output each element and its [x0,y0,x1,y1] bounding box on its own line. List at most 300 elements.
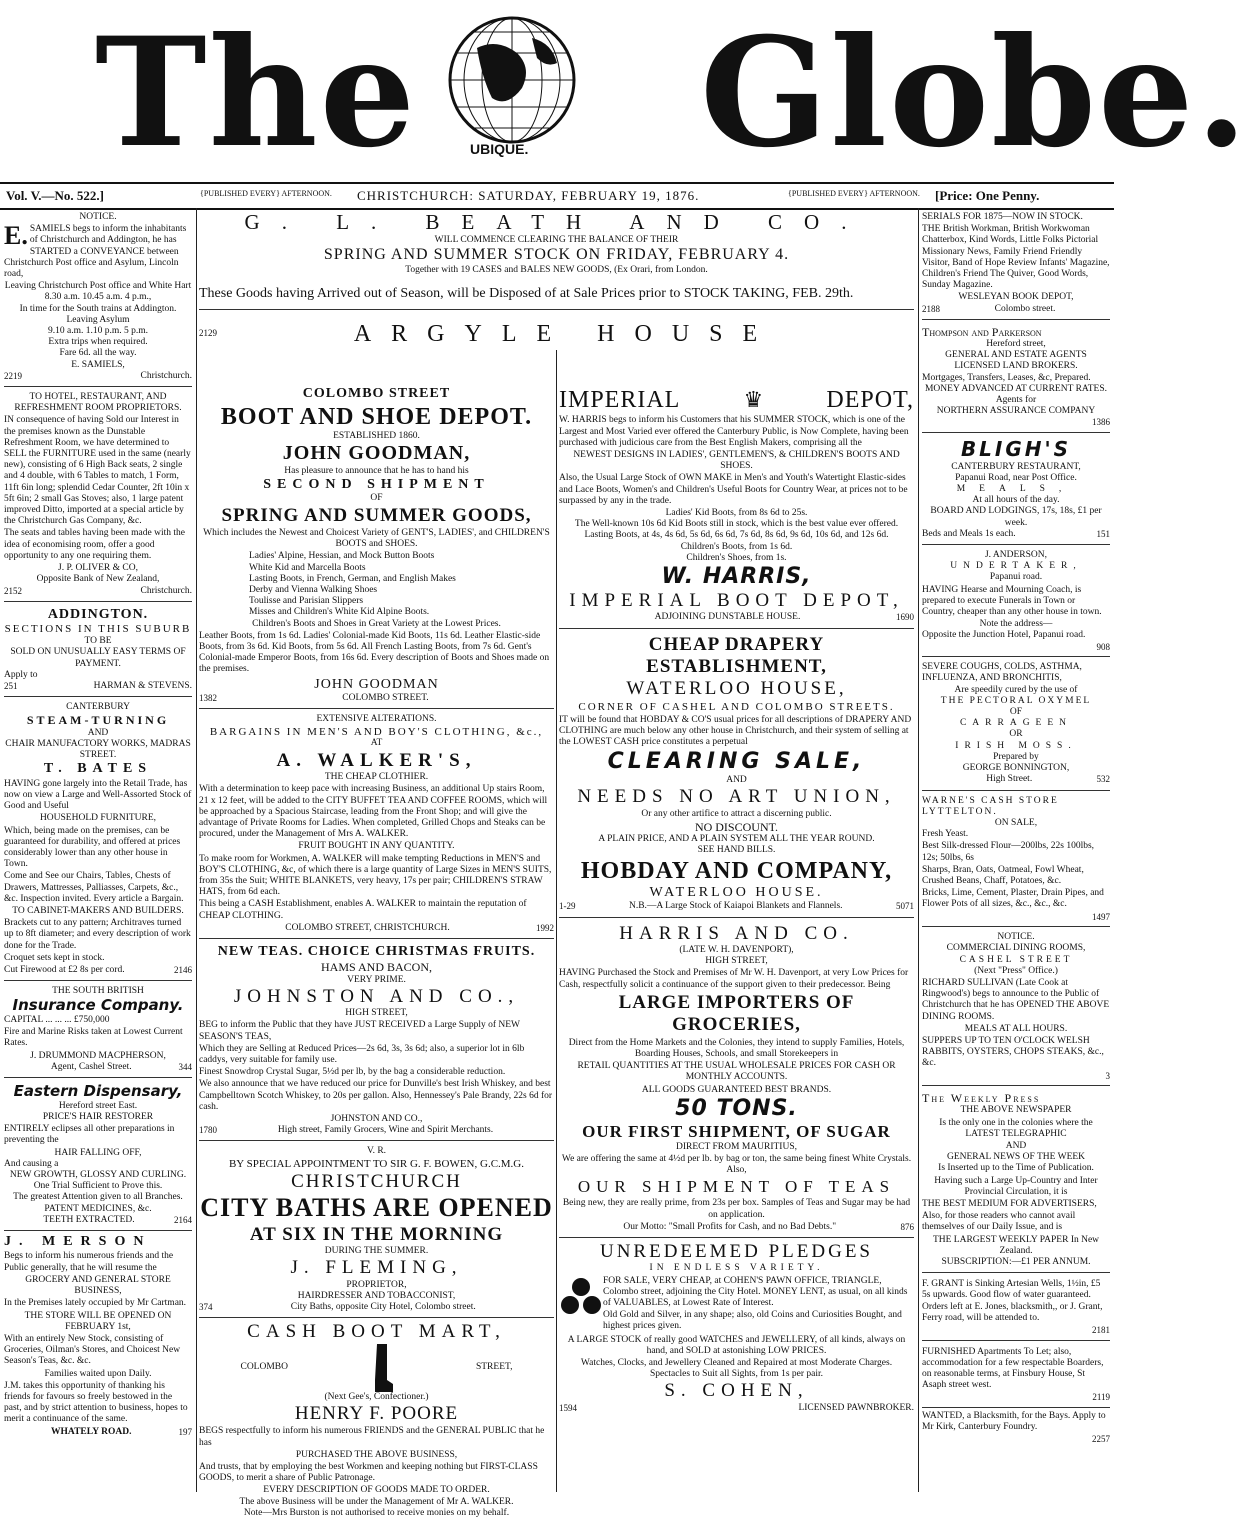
ad-text: Hereford street, [986,338,1046,349]
ad-text: Which includes the Newest and Choicest Variety of GENT'S, LADIES', and CHILDREN'S BOOTS and SHOES. [203,527,550,550]
ad-heading: WATERLOO HOUSE. [649,884,824,900]
ad-text: THE STORE WILL BE OPENED ON [24,1310,172,1321]
ad-number: 876 [900,1221,914,1232]
ad-text: High Street. [986,774,1033,785]
ad-text: Fire and Marine Risks taken at Lowest Current Rates. [4,1027,183,1049]
ad-walker [199,712,554,939]
ad-text: We are offering the same at 4½d per lb. by bag or ton, the same being finest White Crystals. Also, [561,1153,912,1176]
ad-number: 251 [4,681,18,691]
ad-number: 1386 [1092,417,1110,428]
ad-text: CORNER OF CASHEL AND COLOMBO STREETS. [578,700,895,713]
ad-heading: J. FLEMING, [290,1257,463,1279]
ad-text: (Next "Press" Office.) [974,965,1058,976]
ad-heading: HENRY F. POORE [294,1402,459,1424]
ad-text: SECTIONS IN THIS SUBURB [4,623,192,636]
ad-heading: ARGYLE HOUSE [353,320,778,347]
ad-text: COMMERCIAL DINING ROOMS, [946,943,1086,954]
ad-text: Agent, Cashel Street. [50,1061,132,1072]
ad-harris-boots [559,384,914,629]
ad-text: WESLEYAN BOOK DEPOT, [958,292,1074,303]
ad-text: (LATE W. H. DAVENPORT), [679,945,794,956]
ad-text: HIGH STREET, [345,1008,408,1019]
ad-text: THE SOUTH BRITISH [52,986,144,997]
ad-number: 2257 [1092,1434,1110,1445]
masthead-title-right: Globe. [700,5,1250,181]
ad-text: AND [1005,1140,1027,1151]
ad-poore [199,1321,554,1519]
ad-text: Old Gold and Silver, in any shape; also, old Coins and Curiosities Bought, and highest prices given. [603,1310,902,1332]
ad-text: (Next Gee's, Confectioner.) [324,1391,429,1402]
ad-text: City Baths, opposite City Hotel, Colombo street. [290,1302,476,1313]
ad-heading: SERIALS FOR 1875—NOW IN STOCK. [922,212,1083,222]
ad-text: AND [726,775,747,786]
ad-text: Is the only one in the colonies where the LATEST TELEGRAPHIC [939,1117,1093,1139]
ad-number: 1-29 [559,901,576,912]
ad-text: PRICE'S HAIR RESTORER [42,1111,154,1122]
ad-text: ENTIRELY eclipses all other preparations in preventing the [4,1124,175,1146]
ad-number: 5071 [895,901,914,912]
ad-heading: OUR FIRST SHIPMENT, OF SUGAR [582,1121,891,1141]
ad-text: N.B.—A Large Stock of Kaiapoi Blankets and Flannels. [628,901,843,912]
ad-text: Or any other artifice to attract a discerning public. [641,808,832,819]
ad-heading: JOHN GOODMAN, [282,442,471,465]
ad-text: 9.10 a.m. 1.10 p.m. 5 p.m. [47,326,148,337]
ad-text: MEALS AT ALL HOURS. [964,1023,1068,1034]
ad-text: IT will be found that HOBDAY & CO'S usual prices for all descriptions of DRAPERY AND CLOTHING are much below any other house in Christchurch, and their system of selling at the LOWEST CASH price constitutes a perpetual [559,714,912,748]
ad-text: With a determination to keep pace with increasing Business, an additional Up stairs Room, 21 x 12 feet, will be added to the CITY BUFFET TEA AND COFFEE ROOMS, which will be approached by a Spacious Staircase, leading from the Front Shop; and will give the advantage of Private Rooms for Ladies. When completed, Grilled Chops and Steaks can be procured, under the Management of Mrs A. WALKER. [199,784,548,840]
ad-text: HIGH STREET, [705,956,768,967]
ad-text: Finest Snowdrop Crystal Sugar, 5½d per lb, by the bag a considerable reduction. [199,1067,506,1078]
ad-text: 8.30 a.m. 10.45 a.m. 4 p.m., [44,292,152,303]
ad-text: WANTED, a Blacksmith, for the Bays. Apply to Mr Kirk, Canterbury Foundry. [922,1411,1106,1433]
ad-number: 197 [178,1426,192,1437]
ad-signature: HARMAN & STEVENS. [93,681,192,691]
ad-text: OR [1009,729,1023,740]
ad-bates [4,700,192,981]
ad-text: Colombo street. [994,303,1056,314]
ad-text: CHAIR MANUFACTORY WORKS, MADRAS STREET. [5,738,191,760]
ad-text: Watches, Clocks, and Jewellery Cleaned and Repaired at most Moderate Charges. [580,1358,893,1369]
ad-text: PROPRIETOR, [346,1279,407,1290]
ad-kirk [922,1411,1110,1445]
ad-text: SPRING AND SUMMER STOCK ON FRIDAY, FEBRUARY 4. [323,245,790,263]
ad-text: Also, the Usual Large Stock of OWN MAKE in Men's and Youth's Watertight Elastic-sides and Lace Boots, Women's and Children's Useful Boots for Country Wear, at prices not to be surpassed by any in the trade. [559,473,908,506]
ad-text: Fresh Yeast. [922,829,969,840]
ad-heading: TO HOTEL, RESTAURANT, AND REFRESHMENT ROOM PROPRIETORS. [14,392,182,414]
ad-text: THE PECTORAL OXYMEL [940,695,1092,706]
ad-number: 2164 [173,1214,192,1225]
ad-text: ADJOINING DUNSTABLE HOUSE. [654,612,801,623]
ad-text: Being new, they are really prime, from 23s per box. Samples of Teas and Sugar may be had on application. [562,1198,911,1220]
ad-text: RICHARD SULLIVAN (Late Cook at Ringwood's) begs to announce to the Public of Christchurch that he has OPENED THE ABOVE DINING ROOMS. [922,977,1110,1022]
ad-text: Croquet sets kept in stock. [4,952,105,963]
ad-text: EXTENSIVE ALTERATIONS. [316,714,437,725]
ad-text: Is Inserted up to the Time of Publication. [938,1163,1094,1174]
ad-heading: CHRISTCHURCH [291,1170,462,1192]
ad-text: THE BEST MEDIUM FOR ADVERTISERS, [922,1198,1097,1209]
ad-text: NORTHERN ASSURANCE COMPANY [936,406,1096,417]
ad-heading: CLEARING SALE, [607,749,866,775]
ad-text: Mortgages, Transfers, Leases, &c, Prepared. [922,372,1091,383]
ad-text: NO DISCOUNT. [694,820,779,835]
ad-signature: J. P. OLIVER & CO, [58,563,138,574]
ad-text: Direct from the Home Markets and the Colonies, they intend to supply Families, Hotels, Boarding Houses, Schools, and small Storekeepers in [568,1037,905,1059]
list-item: Derby and Vienna Walking Shoes [249,584,378,595]
ad-text: The above Business will be under the Management of Mr A. WALKER. [239,1496,514,1507]
ad-text: And trusts, that by employing the best Workmen and keeping nothing but FIRST-CLASS GOODS, to merit a share of Public Patronage. [199,1461,538,1484]
ad-text: Papanui Road, near Post Office. [955,472,1077,483]
ad-text: COLOMBO STREET, CHRISTCHURCH. [285,922,450,933]
ad-text: Which they are Selling at Reduced Prices—2s 6d, 3s, 3s 6d; also, a superior lot in 6lb caddys, very suitable for family use. [199,1043,525,1066]
ad-heading: NEEDS NO ART UNION, [577,786,896,808]
ad-text: SEE HAND BILLS. [697,845,776,856]
ad-heading: CITY BATHS ARE OPENED [200,1193,553,1223]
ad-heading: SECOND SHIPMENT [263,476,490,492]
ad-heading: DEPOT, [826,387,914,413]
ad-heading: NEW TEAS. CHOICE CHRISTMAS FRUITS. [217,943,536,959]
ad-text: Children's Boots and Shoes in Great Variety at the Lowest Prices. [252,618,501,629]
ad-text: Ladies' Kid Boots, from 8s 6d to 25s. [665,507,808,518]
ad-heading: 50 TONS. [675,1095,798,1121]
ad-text: And causing a [4,1158,59,1169]
ad-samiels [4,210,192,387]
ad-text: OF [370,493,383,504]
ad-text: Sharps, Bran, Oats, Oatmeal, Fowl Wheat, Crushed Beans, Chaff, Potatoes, &c. [922,864,1084,886]
ad-text: ON SALE, [994,817,1038,828]
ad-text: SUBSCRIPTION:—£1 PER ANNUM. [941,1256,1091,1267]
ad-signature: J. DRUMMOND MACPHERSON, [30,1050,166,1061]
ad-heading: BLIGH'S [960,437,1072,462]
ad-text: NEWEST DESIGNS IN LADIES', GENTLEMEN'S, & CHILDREN'S BOOTS AND SHOES. [573,449,900,472]
ad-text: Which, being made on the premises, can be guaranteed for durability, and offered at prices considerably lower than any other house in Town. [4,825,181,870]
ad-text: Beds and Meals 1s each. [922,528,1016,539]
ad-hobday [559,632,914,918]
list-item: Misses and Children's White Kid Alpine Boots. [249,607,430,618]
ad-number: 374 [199,1302,213,1313]
ad-text: BY SPECIAL APPOINTMENT TO SIR G. F. BOWEN, G.C.M.G. [228,1157,525,1170]
volume-number: Vol. V.—No. 522.] [6,188,105,203]
ad-text: J. ANDERSON, [984,550,1048,561]
pawnbroker-balls-icon [559,1275,603,1319]
ad-text: Opposite the Junction Hotel, Papanui road. [922,630,1086,641]
ad-text: OF [1009,707,1023,718]
ad-number: 908 [1096,641,1110,652]
ad-text: AT [370,738,383,749]
ad-heading: SEVERE COUGHS, COLDS, ASTHMA, INFLUENZA, AND BRONCHITIS, [922,662,1082,684]
list-item: Ladies' Alpine, Hessian, and Mock Button Boots [249,551,435,562]
ad-text: Having such a Large Up-Country and Inter Provincial Circulation, it is [934,1175,1098,1197]
ad-oliver [4,390,192,602]
dateline-bar [0,182,1114,210]
ad-text: Agents for [995,395,1037,405]
ad-heading: HOBDAY AND COMPANY, [580,857,893,884]
ad-text: COLOMBO STREET. [342,693,429,704]
ad-weekly-press [922,1089,1110,1273]
ad-text: Leather Boots, from 1s 6d. Ladies' Colonial-made Kid Boots, 11s 6d. Leather Elastic-side Boots, from 3s 6d. Kid Boots, from 5s 6d. All French Lasting Boots, from 7s 6d. Gent's Colonial-made Emperor Boots, from 16s 6d. Every description of Boots and Shoes made on the premises. [199,630,550,675]
ad-text: Children's Boots, from 1s 6d. [680,541,793,552]
ad-text: FRUIT BOUGHT IN ANY QUANTITY. [298,841,455,852]
ad-text: These Goods having Arrived out of Season, will be Disposed of at Sale Prices prior to STOCK TAKING, FEB. 29th. [199,286,914,310]
ad-text: FEBRUARY 1st, [65,1321,131,1332]
ad-text: TEETH EXTRACTED. [43,1214,135,1225]
ad-text: FURNISHED Apartments To Let; also, accommodation for a few respectable Boarders, on reasonable terms, at Finsbury House, St Asaph street west. [922,1346,1104,1391]
column-2 [199,384,554,1518]
ad-text: We also announce that we have reduced our price for Dunville's best Irish Whiskey, and best Campbelltown Scotch Whiskey, to 20s per gallon. Also, Hennessey's Pale Brandy, 22s 6d for cash. [199,1079,553,1112]
ad-text: GENERAL AND ESTATE AGENTS [945,350,1087,361]
ad-text: CANTERBURY [66,702,130,713]
ad-number: 151 [1096,528,1110,539]
ad-text: ESTABLISHED 1860. [333,430,420,441]
ad-grant [922,1276,1110,1340]
ad-text: ALL GOODS GUARANTEED BEST BRANDS. [641,1084,832,1095]
ad-text: BEGS respectfully to inform his numerous FRIENDS and the GENERAL PUBLIC that he has [199,1426,545,1448]
ad-cohen [559,1241,914,1414]
ad-heading: W. HARRIS, [661,563,812,589]
ad-heading: SPRING AND SUMMER GOODS, [221,504,532,526]
ad-text: Brackets cut to any pattern; Architraves turned up to 8ft diameter; and every description of work done for the Trade. [4,918,191,951]
ad-text: THE British Workman, British Workwoman Chatterbox, Kind Words, Little Folks Pictorial Missionary News, Family Friend Friendly Visitor, Band of Hope Review Infants' Magazine, Children's Friend The Quiver, Good Words, Sunday Magazine. [922,224,1110,291]
ad-heading: UNDERTAKER, [950,561,1082,572]
ad-text: THE CHEAP CLOTHIER. [324,772,429,783]
ad-text: HAVING Purchased the Stock and Premises of Mr W. H. Davenport, at very Low Prices for Cash, respectfully solicit a continuance of the support given to their predecessor. Being [559,968,909,990]
ad-text: STREET, [475,1362,513,1373]
ad-addington [4,605,192,698]
ad-heading: UNREDEEMED PLEDGES [599,1240,874,1262]
ad-text: Extra trips when required. [48,337,148,348]
ad-heading: WATERLOO HOUSE, [626,678,847,700]
ad-heading: Insurance Company. [12,996,184,1015]
ad-signature: E. SAMIELS, [71,359,125,370]
ad-text: CASHEL STREET [959,954,1073,965]
ad-text: In the Premises lately occupied by Mr Cartman. [4,1298,187,1309]
ad-text: GROCERY AND GENERAL STORE BUSINESS, [25,1274,171,1297]
ad-goodman [199,384,554,709]
ad-text: GENERAL NEWS OF THE WEEK [946,1152,1086,1163]
ad-text: SOLD ON UNUSUALLY EASY TERMS OF PAYMENT. [10,647,186,669]
ad-warne [922,794,1110,928]
ad-number: 1497 [1092,911,1110,922]
ad-text: WHATELY ROAD. [51,1426,132,1437]
column-4 [922,210,1110,1492]
ad-heading: HARRIS AND CO. [619,922,854,944]
ad-text: Christchurch. [140,370,192,381]
ad-heading: NOTICE. [997,932,1035,943]
ad-text: JOHNSTON AND CO., [330,1114,423,1125]
ad-anderson [922,548,1110,657]
ad-text: One Trial Sufficient to Prove this. [33,1181,163,1192]
boot-icon [371,1344,393,1392]
ad-text: A LARGE STOCK of really good WATCHES and JEWELLERY, of all kinds, always on hand, and SOLD at astonishing LOW PRICES. [567,1334,906,1356]
ad-number: 2219 [4,370,22,381]
ad-text: Cut Firewood at £2 8s per cord. [4,964,125,975]
ad-number: 2181 [1092,1325,1110,1335]
ad-number: 1382 [199,693,217,704]
ad-text: LICENSED LAND BROKERS. [954,361,1078,372]
ad-text: The greatest Attention given to all Branches. [13,1192,183,1203]
ad-heading: G. L. BEATH AND CO. [244,210,869,234]
ad-text: Best Silk-dressed Flour—200lbs, 22s 100lbs, 12s; 50lbs, 6s [922,841,1095,863]
ad-heading: The Weekly Press [922,1091,1041,1106]
column-1 [4,210,192,1492]
dateline: CHRISTCHURCH: SATURDAY, FEBRUARY 19, 1876. [357,188,700,203]
ad-text: BARGAINS IN MEN'S AND BOY'S CLOTHING, &c., [209,725,544,738]
ad-heading: J. MERSON [4,1233,152,1249]
column-3 [559,384,914,1492]
ad-text: Our Motto: "Small Profits for Cash, and no Bad Debts." [623,1221,837,1232]
ad-text: The Well-known 10s 6d Kid Boots still in stock, which is the best value ever offered. [574,519,899,530]
ad-eastern-dispensary [4,1081,192,1231]
ad-heading: STEAM-TURNING [26,713,170,728]
ad-number: 1992 [535,922,554,933]
ad-text: CANTERBURY RESTAURANT, [951,461,1081,472]
ad-text: Christchurch. [140,585,192,596]
ad-text: SUPPERS UP TO TEN O'CLOCK WELSH RABBITS, OYSTERS, CHOPS STEAKS, &c., &c. [922,1035,1104,1069]
ad-heading: Eastern Dispensary, [13,1082,183,1101]
globe-emblem [437,8,587,158]
ad-text: PATENT MEDICINES, &c. [44,1203,152,1214]
ad-text: RETAIL QUANTITIES AT THE USUAL WHOLESALE PRICES FOR CASH OR MONTHLY ACCOUNTS. [577,1061,896,1083]
ad-text: PURCHASED THE ABOVE BUSINESS, [295,1449,458,1460]
ad-text: HOUSEHOLD FURNITURE, [39,813,157,824]
ad-text: BOARD AND LODGINGS, 17s, 18s, £1 per week. [930,506,1102,528]
ad-text: TO BE [84,636,112,647]
ad-thompson [922,323,1110,433]
ad-heading: LARGE IMPORTERS OF GROCERIES, [618,991,855,1036]
masthead [0,0,1250,185]
ad-bonnington [922,660,1110,790]
ad-text: J.M. takes this opportunity of thanking his friends for favours so freely bestowed in the past, and by strict attention to business, hopes to merit a continuance of the same. [4,1380,188,1425]
ad-harris-co [559,921,914,1238]
ad-heading: CASH BOOT MART, [247,1321,506,1343]
ad-heading: WARNE'S CASH STORE LYTTELTON. [922,795,1059,817]
ad-text: High street, Family Grocers, Wine and Spirit Merchants. [277,1125,494,1136]
ad-text: HAVING Hearse and Mourning Coach, is prepared to execute Funerals in Town or Country, cheaper than any other house in town. [922,584,1102,618]
ad-text: IN ENDLESS VARIETY. [649,1263,824,1274]
ad-number: 2146 [174,964,192,975]
ad-fleming [199,1144,554,1318]
ad-text: HAVING gone largely into the Retail Trade, has now on view a Large and Well-Assorted Stock of Good and Useful [4,778,192,812]
ad-heading: BOOT AND SHOE DEPOT. [220,403,533,430]
ad-text: Begs to inform his numerous friends and the Public generally, that he will resume the [4,1251,174,1273]
ad-text: SAMIELS begs to inform the inhabitants of Christchurch and Addington, he has STARTED a CONVEYANCE between Christchurch Post office and Asylum, Lincoln road, [4,224,187,280]
ad-text: GEORGE BONNINGTON, [962,763,1070,774]
ad-text: W. HARRIS begs to inform his Customers that his SUMMER STOCK, which is one of the Largest and Most Varied ever offered the Canterbury Public, is Now Complete, having been purchased with judicious care from the Best English Makers, comprising all the [559,415,909,448]
ad-text: V. R. [366,1146,387,1157]
ad-heading: JOHNSTON AND CO., [233,985,520,1007]
ad-text: With an entirely New Stock, consisting of Groceries, Oilman's Stores, and Choicest New Season's Teas, &c. &c. [4,1333,181,1367]
ad-number: 2119 [1092,1392,1110,1403]
ad-heading: AT SIX IN THE MORNING [249,1223,504,1245]
ad-heading: CHEAP DRAPERY ESTABLISHMENT, [646,633,827,677]
ad-beath-banner [199,210,914,350]
ad-text: BEG to inform the Public that they have JUST RECEIVED a Large Supply of NEW SEASON'S TEAS, [199,1020,520,1042]
ad-text: Leaving Christchurch Post office and White Hart [4,281,192,292]
ad-text: THE ABOVE NEWSPAPER [960,1105,1072,1116]
ad-heading: ADDINGTON. [47,606,149,622]
ad-text: This being a CASH Establishment, enables A. WALKER to maintain the reputation of CHEAP CLOTHING. [199,899,527,921]
ad-text: FOR SALE, VERY CHEAP, at COHEN'S PAWN OFFICE, TRIANGLE, Colombo street, adjoining the City Hotel. MONEY LENT, as usual, on all kinds of VALUABLES, at Lowest Rate of Interest. [603,1275,908,1308]
ad-south-british [4,984,192,1078]
publication-note-left: {PUBLISHED EVERY} AFTERNOON. [200,189,332,198]
ad-finsbury [922,1344,1110,1408]
ad-number: 2188 [922,303,940,314]
ad-text: THE LARGEST WEEKLY PAPER In New Zealand. [932,1234,1100,1256]
ad-text: Bricks, Lime, Cement, Plaster, Drain Pipes, and Flower Pots of all sizes, &c., &c., &c. [922,888,1104,910]
ad-johnston [199,942,554,1142]
price: [Price: One Penny. [935,188,1040,203]
crown-icon: ♛ [743,387,764,413]
ad-text: Papanui road. [989,572,1043,583]
ad-text: Hereford street East. [58,1100,138,1111]
ad-text: IN consequence of having Sold our Interest in the premises known as the Dunstable Refreshment Room, we have determined to SELL the FURNITURE used in the same (nearly new), consisting of 6 High Back seats, 2 single and 4 double, with 6 Tables to match, 1 Form, 11ft 6in long; splendid Cedar Counter, 2ft 10in x 5ft 6in; 2 small Gas Stoves; also, 1 large patent improved Ditto, imported at a special article by the Christchurch Gas Company, &c. [4,415,191,527]
ad-text: In time for the South trains at Addington. [19,303,177,314]
ad-text: Opposite Bank of New Zealand, [36,574,160,585]
drop-cap: E. [4,221,28,251]
ad-text: HAMS AND BACON, [320,960,433,975]
ad-heading: NOTICE. [79,212,117,222]
ad-heading: IMPERIAL BOOT DEPOT, [569,589,904,611]
ad-wesleyan [922,210,1110,320]
ad-text: Families waited upon Daily. [44,1368,152,1379]
ad-heading: S. COHEN, [664,1380,809,1402]
ad-number: 3 [1105,1070,1110,1081]
ad-text: DIRECT FROM MAURITIUS, [676,1141,797,1152]
ad-text: WILL COMMENCE CLEARING THE BALANCE OF THEIR [434,234,679,245]
ad-number: 344 [178,1061,192,1072]
ad-text: COLOMBO [240,1362,288,1373]
list-item: Lasting Boots, in French, German, and English Makes [249,573,456,584]
masthead-title-left: The [95,5,418,181]
ad-text: Also, for those readers who cannot avail themselves of our Daily Issue, and is [922,1211,1076,1233]
ad-number: 2129 [199,328,217,339]
ad-text: TO CABINET-MAKERS AND BUILDERS. [12,905,184,916]
ad-text: CAPITAL ... ... ... £750,000 [4,1015,110,1026]
ad-bligh [922,436,1110,545]
ad-heading: JOHN GOODMAN [314,676,439,692]
ad-heading: COLOMBO STREET [302,386,451,401]
ad-text: Are speedily cured by the use of [954,684,1078,695]
publication-note-right: {PUBLISHED EVERY} AFTERNOON. [788,189,920,198]
ad-merson [4,1234,192,1438]
ad-text: VERY PRIME. [347,974,406,985]
ad-text: Prepared by [993,751,1039,762]
ad-text: Apply to [4,669,38,680]
ad-text: Has pleasure to announce that he has to hand his [284,465,469,476]
ad-text: LICENSED PAWNBROKER. [798,1402,914,1413]
ad-text: F. GRANT is Sinking Artesian Wells, 1½in, £5 5s upwards. Good flow of water guaranteed. Orders left at E. Jones, blacksmith,, or J. Grant, Ferry road, will be attended to. [922,1279,1103,1323]
ad-text: Fare 6d. all the way. [59,348,137,359]
ad-sullivan [922,930,1110,1086]
ad-text: NEW GROWTH, GLOSSY AND CURLING. [9,1169,187,1180]
ad-text: To make room for Workmen, A. WALKER will make tempting Reductions in MEN'S and BOY'S CLOTHING, &c, of which there is a large quantity of Large Sizes in MEN'S SUITS, from 35s the Suit; WHITE BLANKETS, very heavy, 17s per pair; CHILDREN'S STRAW HATS, from 6d each. [199,853,552,898]
ad-text: Note the address— [979,619,1053,630]
ad-number: 1594 [559,1402,577,1413]
ad-text: HAIR FALLING OFF, [54,1147,142,1158]
ad-text: Children's Shoes, from 1s. [686,552,787,563]
list-item: White Kid and Marcella Boots [249,562,366,573]
ad-heading: A. WALKER'S, [276,749,477,771]
ad-text: HAIRDRESSER AND TOBACCONIST, [297,1290,456,1301]
ad-text: AND [87,727,109,738]
masthead-motto: UBIQUE. [470,141,529,157]
ad-text: Spectacles to Suit all Sights, from 1s per pair. [649,1369,824,1380]
ad-heading: Thompson and Parkerson [922,324,1042,339]
list-item: Toulisse and Parisian Slippers [249,596,364,607]
ad-text: MONEY ADVANCED AT CURRENT RATES. [924,383,1108,394]
ad-text: EVERY DESCRIPTION OF GOODS MADE TO ORDER. [263,1485,490,1496]
ad-text: Lasting Boots, at 4s, 4s 6d, 5s 6d, 6s 6d, 7s 6d, 8s 6d, 9s 6d, 10s 6d, and 12s 6d. [584,530,889,541]
ad-text: Note—Mrs Burston is not authorised to receive monies on my behalf. [243,1507,510,1518]
